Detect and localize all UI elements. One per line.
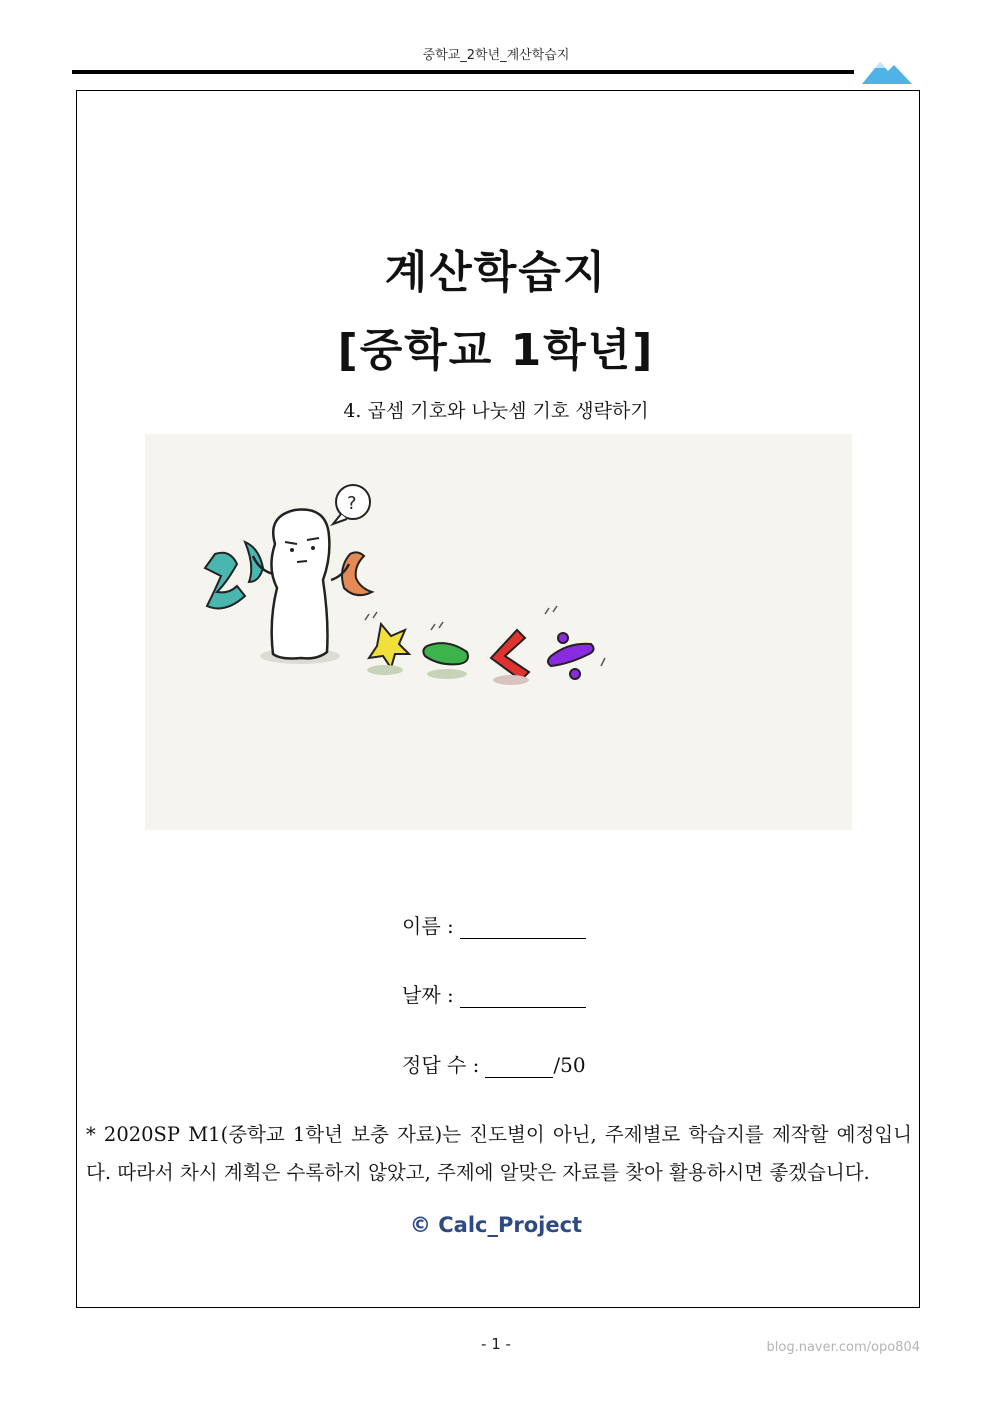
header-rule [72,70,854,74]
date-blank[interactable] [460,987,586,1008]
topic-subtitle: 4. 곱셈 기호와 나눗셈 기호 생략하기 [343,400,649,422]
name-blank[interactable] [460,918,586,939]
name-label: 이름 : [402,914,454,938]
question-mark: ? [347,493,357,514]
grade-title: [중학교 1학년] [337,325,655,376]
date-label: 날짜 : [402,983,454,1007]
score-label: 정답 수 : [402,1053,480,1077]
score-blank[interactable] [485,1057,553,1078]
blog-link[interactable]: blog.naver.com/opo804 [766,1340,920,1355]
date-field[interactable] [402,979,586,1008]
name-field[interactable] [402,910,586,939]
page-number: - 1 - [481,1335,511,1353]
mountain-logo-icon [862,56,912,86]
illustration-drawing [145,434,852,830]
score-field[interactable] [402,1049,586,1078]
cover-illustration [145,434,852,830]
usage-note: * 2020SP M1(중학교 1학년 보충 자료)는 진도별이 아닌, 주제별로 학습지를 제작할 예정입니다. 따라서 차시 계획은 수록하지 않았고, 주제에 알맞은 자료를 찾아 활용하시면 좋겠습니다. [86,1123,912,1184]
header-title: 중학교_2학년_계산학습지 [422,48,570,63]
brand-credit: © Calc_Project [409,1213,583,1237]
score-total: /50 [553,1053,586,1077]
main-title: 계산학습지 [384,247,608,298]
